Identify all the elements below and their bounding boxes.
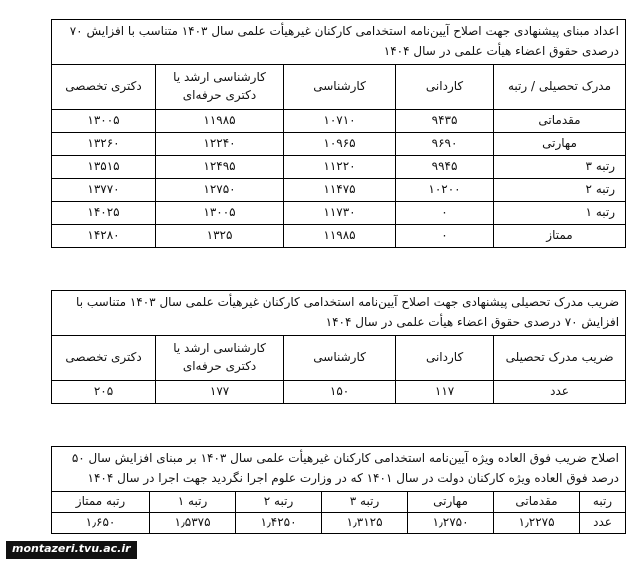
base-numbers-title: اعداد مبنای پیشنهادی جهت اصلاح آیین‌نامه استخدامی کارکنان غیرهیأت علمی سال ۱۴۰۳ متناسب با افزایش ۷۰ درصدی حقوق اعضاء هیأت علمی در سال ۱۴۰۴ [52,20,626,65]
table-row [52,224,626,247]
site-watermark: montazeri.tvu.ac.ir [6,541,137,559]
column-header: کارشناسی [284,64,396,109]
table-cell: ۰ [396,201,494,224]
column-header: رتبه [580,491,626,512]
table-cell: ۱۰۹۶۵ [284,132,396,155]
table-row [52,109,626,132]
column-header: رتبه ۱ [150,491,236,512]
table-cell: ۱۱۹۸۵ [284,224,396,247]
table-row [52,178,626,201]
table-row [52,201,626,224]
table-cell: ۹۶۹۰ [396,132,494,155]
column-header: کاردانی [396,64,494,109]
table-header-row [52,491,626,512]
table-row [52,512,626,533]
base-numbers-table [51,19,626,248]
row-label: مهارتی [494,132,626,155]
degree-coefficient-table [51,290,626,404]
table-row [52,132,626,155]
column-header: رتبه ۳ [322,491,408,512]
table-cell: ۱۱۷ [396,380,494,403]
table-cell: ۱٫۴۲۵۰ [236,512,322,533]
table-cell: ۱۰۷۱۰ [284,109,396,132]
table-row [52,155,626,178]
table-cell: ۱۴۲۸۰ [52,224,156,247]
table-row [52,380,626,403]
table-cell: ۱۱۲۲۰ [284,155,396,178]
column-header: کارشناسی ارشد یا دکتری حرفه‌ای [156,335,284,380]
table-cell: ۱۲۴۹۵ [156,155,284,178]
table-header-row [52,335,626,380]
table-cell: ۱۱۹۸۵ [156,109,284,132]
table-cell: ۲۰۵ [52,380,156,403]
table-cell: ۱۴۰۲۵ [52,201,156,224]
table-cell: ۱۳۰۰۵ [52,109,156,132]
table-cell: ۱۱۷۳۰ [284,201,396,224]
row-label: رتبه ۲ [494,178,626,201]
row-label: رتبه ۱ [494,201,626,224]
table-cell: ۱۲۲۴۰ [156,132,284,155]
row-label: رتبه ۳ [494,155,626,178]
table-cell: ۹۹۴۵ [396,155,494,178]
column-header: دکتری تخصصی [52,64,156,109]
column-header: کارشناسی [284,335,396,380]
column-header: کارشناسی ارشد یا دکتری حرفه‌ای [156,64,284,109]
row-label: ممتاز [494,224,626,247]
table-cell: ۹۴۳۵ [396,109,494,132]
special-allowance-table [51,446,626,534]
column-header: رتبه ممتاز [52,491,150,512]
column-header: مهارتی [408,491,494,512]
column-header: مدرک تحصیلی / رتبه [494,64,626,109]
table-cell: ۱۲۷۵۰ [156,178,284,201]
table-cell: ۱۳۰۰۵ [156,201,284,224]
table-cell: ۱۳۲۵ [156,224,284,247]
table-cell: ۱۳۲۶۰ [52,132,156,155]
table-cell: ۱٫۳۱۲۵ [322,512,408,533]
table-cell: ۱۳۵۱۵ [52,155,156,178]
table-cell: ۱٫۵۳۷۵ [150,512,236,533]
table-header-row [52,64,626,109]
column-header: دکتری تخصصی [52,335,156,380]
table-cell: ۰ [396,224,494,247]
row-label: عدد [494,380,626,403]
degree-coefficient-title: ضریب مدرک تحصیلی پیشنهادی جهت اصلاح آیین‌نامه استخدامی کارکنان غیرهیأت علمی سال ۱۴۰۳ متناسب با افزایش ۷۰ درصدی حقوق اعضاء هیأت علمی در سال ۱۴۰۴ [52,291,626,336]
column-header: کاردانی [396,335,494,380]
column-header: رتبه ۲ [236,491,322,512]
table-cell: ۱۳۷۷۰ [52,178,156,201]
table-cell: ۱۱۴۷۵ [284,178,396,201]
table-cell: ۱٫۲۲۷۵ [494,512,580,533]
table-cell: ۱۵۰ [284,380,396,403]
table-cell: ۱۷۷ [156,380,284,403]
table-cell: ۱٫۲۷۵۰ [408,512,494,533]
table-cell: ۱٫۶۵۰ [52,512,150,533]
column-header: مقدماتی [494,491,580,512]
special-allowance-title: اصلاح ضریب فوق العاده ویژه آیین‌نامه استخدامی کارکنان غیرهیأت علمی سال ۱۴۰۳ بر مبنای افزایش سال ۵۰ درصد فوق العاده ویژه کارکنان دولت در سال ۱۴۰۱ که در وزارت علوم اجرا نگردید جهت اجرا در سال ۱۴۰۴ [52,447,626,492]
row-label: مقدماتی [494,109,626,132]
row-label: عدد [580,512,626,533]
column-header: ضریب مدرک تحصیلی [494,335,626,380]
table-cell: ۱۰۲۰۰ [396,178,494,201]
